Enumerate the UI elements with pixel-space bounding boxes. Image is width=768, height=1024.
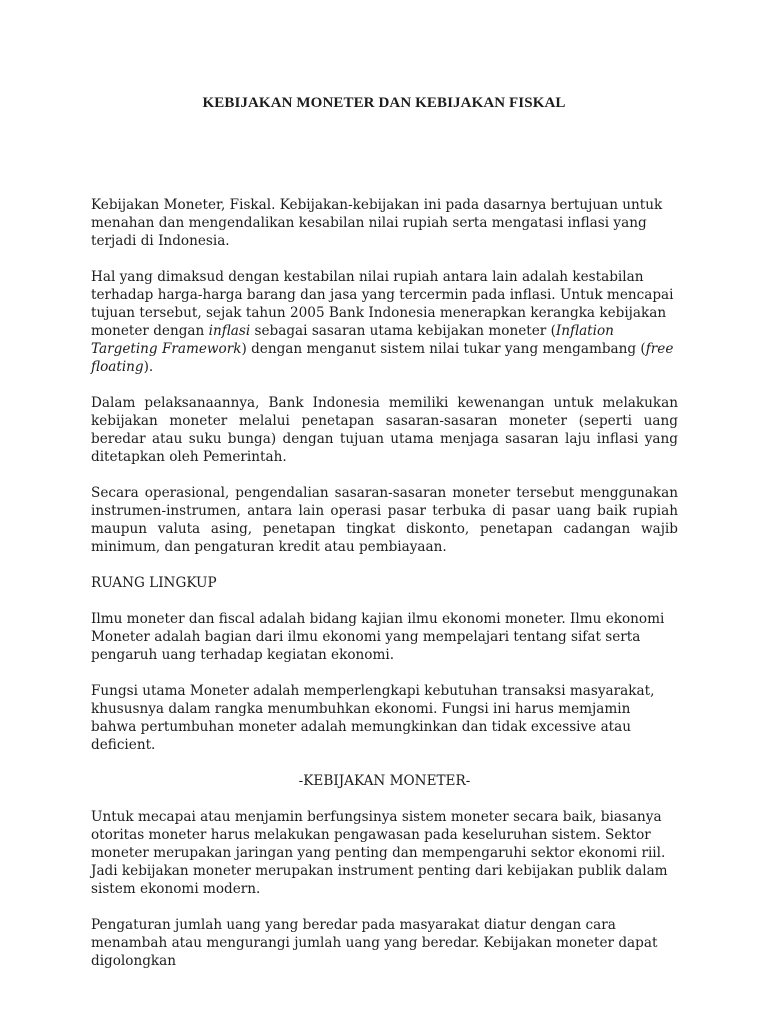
paragraph-ilmu-moneter: Ilmu moneter dan fiscal adalah bidang kajian ilmu ekonomi moneter. Ilmu ekonomi Moneter adalah bagian dari ilmu ekonomi yang mempelajari tentang sifat serta pengaruh uang terhadap kegiatan ekonomi. — [91, 611, 665, 663]
paragraph-kestabilan — [91, 268, 678, 376]
paragraph-kestabilan-text-e: ) dengan menganut sistem nilai tukar yang mengambang ( — [241, 341, 646, 357]
document-body — [91, 196, 678, 988]
paragraph-fungsi-utama: Fungsi utama Moneter adalah memperlengkapi kebutuhan transaksi masyarakat, khususnya dalam rangka menumbuhkan ekonomi. Fungsi ini harus memjamin bahwa pertumbuhan moneter adalah memungkinkan dan tidak excessive atau deficient. — [91, 683, 655, 753]
paragraph-kestabilan-text-d: Inflation Targeting Framework — [91, 323, 614, 357]
paragraph-kestabilan-text-c: sebagai sasaran utama kebijakan moneter ( — [250, 323, 556, 339]
paragraph-pengaturan-uang: Pengaturan jumlah uang yang beredar pada masyarakat diatur dengan cara menambah atau mengurangi jumlah uang yang beredar. Kebijakan moneter dapat digolongkan — [91, 917, 658, 969]
paragraph-sistem-moneter: Untuk mecapai atau menjamin berfungsinya sistem moneter secara baik, biasanya otoritas moneter harus melakukan pengawasan pada keseluruhan sistem. Sektor moneter merupakan jaringan yang penting dan mempengaruhi sektor ekonomi riil. Jadi kebijakan moneter merupakan instrument penting dari kebijakan publik dalam sistem ekonomi modern. — [91, 809, 668, 897]
paragraph-kestabilan-text-f: free floating — [91, 341, 674, 375]
paragraph-operasional: Secara operasional, pengendalian sasaran-sasaran moneter tersebut menggunakan instrumen-instrumen, antara lain operasi pasar terbuka di pasar uang baik rupiah maupun valuta asing, penetapan tingkat diskonto, penetapan cadangan wajib minimum, dan pengaturan kredit atau pembiayaan. — [91, 485, 678, 555]
paragraph-kestabilan-text-b: inflasi — [208, 323, 251, 339]
heading-kebijakan-moneter: -KEBIJAKAN MONETER- — [298, 773, 471, 789]
document-title: KEBIJAKAN MONETER DAN KEBIJAKAN FISKAL — [202, 95, 566, 111]
paragraph-kestabilan-text-g: ). — [143, 359, 154, 375]
paragraph-kestabilan-text-a: Hal yang dimaksud dengan kestabilan nilai rupiah antara lain adalah kestabilan terhadap harga-harga barang dan jasa yang tercermin pada inflasi. Untuk mencapai tujuan tersebut, sejak tahun 2005 Bank Indonesia menerapkan kerangka kebijakan moneter dengan — [91, 269, 674, 339]
paragraph-pelaksanaan: Dalam pelaksanaannya, Bank Indonesia memiliki kewenangan untuk melakukan kebijakan moneter melalui penetapan sasaran-sasaran moneter (seperti uang beredar atau suku bunga) dengan tujuan utama menjaga sasaran laju inflasi yang ditetapkan oleh Pemerintah. — [91, 395, 678, 465]
paragraph-intro: Kebijakan Moneter, Fiskal. Kebijakan-kebijakan ini pada dasarnya bertujuan untuk menahan dan mengendalikan kesabilan nilai rupiah serta mengatasi inflasi yang terjadi di Indonesia. — [91, 197, 663, 249]
heading-ruang-lingkup: RUANG LINGKUP — [91, 575, 217, 591]
